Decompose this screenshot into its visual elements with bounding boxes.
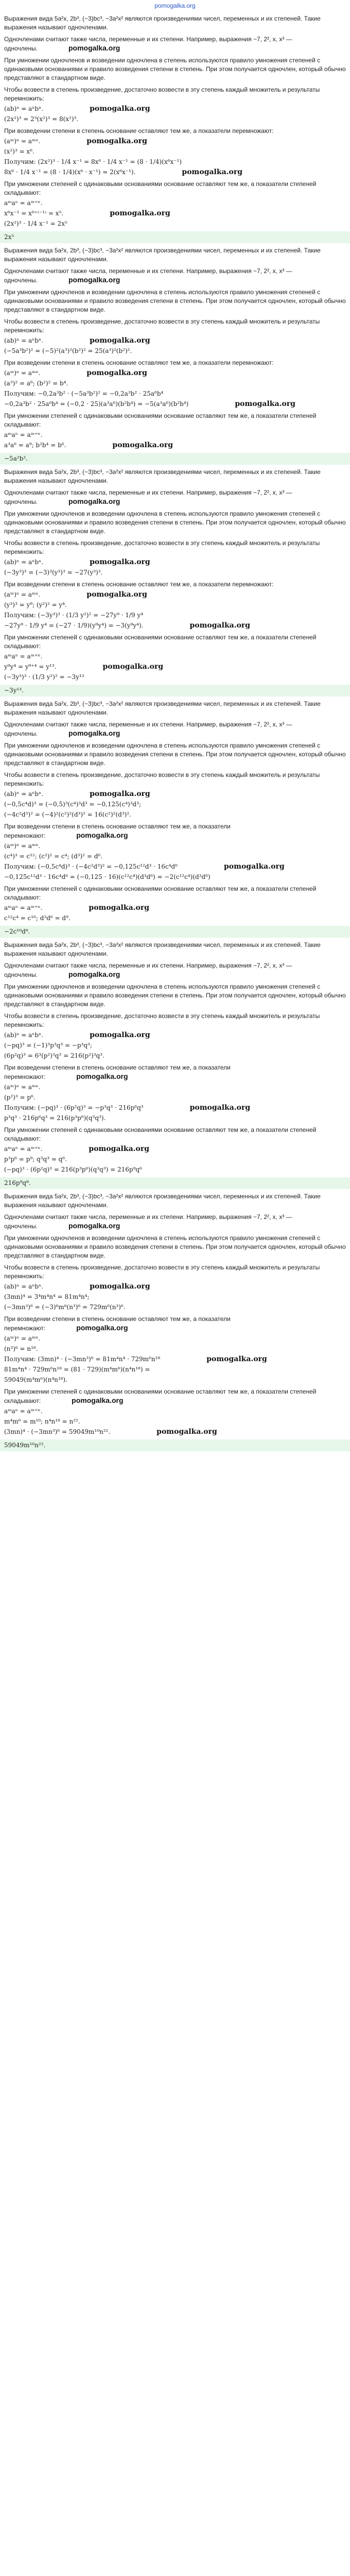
- explanation-paragraph: [4, 1063, 346, 1081]
- line-text: −0,125c¹²d³ · 16c⁴d⁶ = (−0,125 · 16)(c¹²c⁴)(d³d⁶) = −2(c¹²c⁴)(d³d⁶): [4, 873, 211, 880]
- formula-line: [4, 914, 346, 923]
- line-text: aᵐaⁿ = aᵐ⁺ⁿ.: [4, 431, 43, 438]
- watermark: pomogalka.org: [68, 729, 120, 737]
- line-text: c¹²c⁴ = c¹⁶; d³d⁶ = d⁹.: [4, 914, 71, 922]
- formula-line: [4, 558, 346, 567]
- formula-line: [4, 904, 346, 912]
- answer-box: [0, 685, 350, 697]
- explanation-paragraph: [4, 468, 346, 485]
- explanation-paragraph: [4, 510, 346, 536]
- line-text: При возведении степени в степень основание оставляют тем же, а показатели перемножают:: [4, 581, 274, 588]
- explanation-paragraph: [4, 14, 346, 32]
- watermark: pomogalka.org: [76, 1072, 128, 1080]
- formula-line: [4, 1145, 346, 1154]
- formula-line: [4, 389, 346, 398]
- line-text: aᵐaⁿ = aᵐ⁺ⁿ.: [4, 904, 43, 911]
- watermark: pomogalka.org: [90, 790, 150, 798]
- line-text: p³q³ · 216p⁶q³ = 216(p³p⁶)(q³q³).: [4, 1114, 106, 1122]
- line-text: (3mn)⁴ · (−3mn³)⁶ = 59049m¹⁰n²².: [4, 1428, 111, 1435]
- line-text: (aᵐ)ⁿ = aᵐⁿ.: [4, 1335, 41, 1342]
- line-text: (aᵐ)ⁿ = aᵐⁿ.: [4, 369, 41, 377]
- line-text: aᵐaⁿ = aᵐ⁺ⁿ.: [4, 1408, 43, 1415]
- formula-line: [4, 1334, 346, 1343]
- watermark: pomogalka.org: [90, 336, 150, 345]
- line-text: При возведении степени в степень основание оставляют тем же, а показатели перемножают:: [4, 1315, 231, 1332]
- line-text: (ab)ⁿ = aⁿbⁿ.: [4, 790, 44, 798]
- watermark: pomogalka.org: [89, 904, 150, 912]
- formula-line: [4, 652, 346, 661]
- line-text: (−3y³)³ · (1/3 y²)² = −3y¹³: [4, 673, 84, 681]
- formula-line: [4, 105, 346, 113]
- line-text: При возведении степени в степень основание оставляют тем же, а показатели перемножают:: [4, 127, 274, 134]
- line-text: Выражения вида 5a²x, 2b³, (−3)bc³, −3a²x² являются произведениями чисел, переменных и их степеней. Такие выражения называют одночленами.: [4, 1193, 321, 1209]
- explanation-paragraph: [4, 1315, 346, 1333]
- formula-line: [4, 379, 346, 388]
- formula-line: [4, 601, 346, 609]
- line-text: (a³)² = a⁶; (b²)² = b⁴.: [4, 380, 68, 387]
- formula-line: [4, 115, 346, 124]
- formula-line: [4, 1083, 346, 1092]
- line-text: При возведении степени в степень основание оставляют тем же, а показатели перемножают:: [4, 359, 274, 366]
- answer-box: [0, 231, 350, 243]
- line-text: При умножении степеней с одинаковыми основаниями основание оставляют тем же, а показатели степеней складывают:: [4, 1388, 317, 1404]
- solution-section: [4, 1192, 346, 1451]
- solution-section: [4, 941, 346, 1189]
- explanation-paragraph: [4, 288, 346, 314]
- answer-text: −2c¹⁰d⁸.: [4, 928, 30, 935]
- explanation-paragraph: [4, 180, 346, 197]
- site-header: [4, 2, 346, 11]
- explanation-paragraph: [4, 246, 346, 264]
- line-text: (c⁴)³ = c¹²; (c²)² = c⁴; (d³)² = d⁶.: [4, 853, 103, 860]
- line-text: (aᵐ)ⁿ = aᵐⁿ.: [4, 1083, 41, 1091]
- answer-text: 2x⁵: [4, 233, 14, 241]
- line-text: При возведении степени в степень основание оставляют тем же, а показатели перемножают:: [4, 1064, 231, 1080]
- formula-line: [4, 568, 346, 577]
- line-text: При возведении степени в степень основание оставляют тем же, а показатели перемножают:: [4, 823, 231, 839]
- line-text: (−3y³)³ = (−3)³(y³)³ = −27(y³)³.: [4, 569, 103, 576]
- answer-text: −3y¹³.: [4, 687, 24, 694]
- line-text: Чтобы возвести в степень произведение, достаточно возвести в эту степень каждый множитель и результаты перемножить:: [4, 1264, 320, 1280]
- line-text: Выражения вида 5a²x, 2b³, (−3)bc³, −3a²x² являются произведениями чисел, переменных и их степеней. Такие выражения называют одночленами.: [4, 941, 321, 957]
- watermark: pomogalka.org: [86, 137, 147, 145]
- line-text: При умножении одночленов и возведении одночлена в степень используются правило умножения степеней с одинаковыми основаниями и правило возведения степени в степень. При этом получается одночлен, который обычно представляют в стандартном виде.: [4, 289, 346, 313]
- line-text: (2x²)³ = 2³(x²)³ = 8(x²)³.: [4, 115, 79, 123]
- explanation-paragraph: [4, 633, 346, 651]
- line-text: (6p²q)³ = 6³(p²)³q³ = 216(p²)³q³.: [4, 1052, 104, 1059]
- answer-box: [0, 1439, 350, 1451]
- line-text: x⁶x⁻¹ = x⁶⁺⁽⁻¹⁾ = x⁵.: [4, 210, 64, 217]
- line-text: aᵐaⁿ = aᵐ⁺ⁿ.: [4, 653, 43, 660]
- formula-line: [4, 1114, 346, 1123]
- explanation-paragraph: [4, 359, 346, 367]
- explanation-paragraph: [4, 1263, 346, 1281]
- line-text: (p²)³ = p⁶.: [4, 1094, 36, 1101]
- formula-line: [4, 673, 346, 682]
- watermark: pomogalka.org: [68, 497, 120, 505]
- line-text: При умножении одночленов и возведении одночлена в степень используются правило умножения степеней с одинаковыми основаниями и правило возведения степени в степень. При этом получается одночлен, который обычно представляют в стандартном виде.: [4, 1234, 346, 1259]
- line-text: (−4c²d³)² = (−4)²(c²)²(d³)² = 16(c²)²(d³)².: [4, 811, 131, 818]
- watermark: pomogalka.org: [90, 1282, 150, 1291]
- line-text: (n³)⁶ = n¹⁸.: [4, 1345, 38, 1352]
- explanation-paragraph: [4, 580, 346, 589]
- formula-line: [4, 147, 346, 156]
- line-text: При умножении одночленов и возведении одночлена в степень используются правило умножения степеней с одинаковыми основаниями и правило возведения степени в степень. При этом получается одночлен, который обычно представляют в стандартном виде.: [4, 742, 346, 767]
- watermark: pomogalka.org: [102, 663, 164, 671]
- formula-line: [4, 611, 346, 620]
- formula-line: [4, 1155, 346, 1164]
- solution-section: [4, 246, 346, 465]
- explanation-paragraph: [4, 1387, 346, 1405]
- line-text: При умножении степеней с одинаковыми основаниями основание оставляют тем же, а показатели степеней складывают:: [4, 1126, 317, 1142]
- explanation-paragraph: [4, 1213, 346, 1231]
- line-text: 81m⁴n⁴ · 729m⁶n¹⁸ = (81 · 729)(m⁴m⁶)(n⁴n¹⁸) =: [4, 1366, 150, 1373]
- watermark: pomogalka.org: [189, 621, 251, 630]
- explanation-paragraph: [4, 539, 346, 556]
- line-text: Чтобы возвести в степень произведение, достаточно возвести в эту степень каждый множитель и результаты перемножить:: [4, 86, 320, 102]
- line-text: Выражения вида 5a²x, 2b³, (−3)bc³, −3a²x² являются произведениями чисел, переменных и их степеней. Такие выражения называют одночленами.: [4, 15, 321, 31]
- solution-section: [4, 14, 346, 243]
- formula-line: [4, 1165, 346, 1174]
- line-text: При умножении одночленов и возведении одночлена в степень используются правило умножения степеней с одинаковыми основаниями и правило возведения степени в степень. При этом получается одночлен, который обычно представляют в стандартном виде.: [4, 510, 346, 535]
- watermark: pomogalka.org: [89, 1145, 150, 1153]
- line-text: (ab)ⁿ = aⁿbⁿ.: [4, 337, 44, 344]
- watermark: pomogalka.org: [68, 276, 120, 284]
- formula-line: [4, 1376, 346, 1384]
- formula-line: [4, 1041, 346, 1050]
- explanation-paragraph: [4, 267, 346, 285]
- watermark: pomogalka.org: [76, 1324, 128, 1332]
- line-text: Получим: (3mn)⁴ · (−3mn³)⁶ = 81m⁴n⁴ · 729m⁶n¹⁸: [4, 1355, 161, 1363]
- line-text: Чтобы возвести в степень произведение, достаточно возвести в эту степень каждый множитель и результаты перемножить:: [4, 1012, 320, 1028]
- formula-line: [4, 842, 346, 851]
- line-text: −0,2a³b² · 25a⁶b⁴ = (−0,2 · 25)(a³a⁶)(b²b⁴) = −5(a³a⁶)(b²b⁴): [4, 400, 189, 408]
- solutions-content: [4, 14, 346, 1451]
- line-text: aᵐaⁿ = aᵐ⁺ⁿ.: [4, 199, 43, 207]
- formula-line: [4, 441, 346, 450]
- site-header-link[interactable]: pomogalka.org: [154, 2, 196, 9]
- explanation-paragraph: [4, 700, 346, 717]
- watermark: pomogalka.org: [90, 558, 150, 566]
- line-text: При умножении одночленов и возведении одночлена в степень используются правило умножения степеней с одинаковыми основаниями и правило возведения степени в степень. При этом получается одночлен, который обычно представляют в стандартном виде.: [4, 983, 346, 1008]
- formula-line: [4, 873, 346, 882]
- line-text: При умножении одночленов и возведении одночлена в степень используются правило умножения степеней с одинаковыми основаниями и правило возведения степени в степень. При этом получается одночлен, который обычно представляют в стандартном виде.: [4, 57, 346, 81]
- line-text: Выражения вида 5a²x, 2b³, (−3)bc³, −3a²x² являются произведениями чисел, переменных и их степеней. Такие выражения называют одночленами.: [4, 247, 321, 263]
- formula-line: [4, 800, 346, 809]
- explanation-paragraph: [4, 56, 346, 82]
- formula-line: [4, 431, 346, 439]
- line-text: (3mn)⁴ = 3⁴m⁴n⁴ = 81m⁴n⁴;: [4, 1293, 90, 1300]
- watermark: pomogalka.org: [68, 44, 120, 52]
- formula-line: [4, 168, 346, 177]
- formula-line: [4, 336, 346, 345]
- watermark: pomogalka.org: [206, 1355, 267, 1363]
- formula-line: [4, 621, 346, 630]
- line-text: Одночленами считают также числа, переменные и их степени. Например, выражения −7, 2², x, x³ — одночлены.: [4, 1213, 292, 1230]
- explanation-paragraph: [4, 982, 346, 1009]
- line-text: Одночленами считают также числа, переменные и их степени. Например, выражения −7, 2², x, x³ — одночлены.: [4, 721, 292, 737]
- solution-section: [4, 700, 346, 938]
- explanation-paragraph: [4, 1012, 346, 1029]
- line-text: Выражения вида 5a²x, 2b³, (−3)bc³, −3a²x² являются произведениями чисел, переменных и их степеней. Такие выражения называют одночленами.: [4, 700, 321, 716]
- line-text: Получим: (−0,5c⁴d)³ · (−4c²d³)² = −0,125c¹²d³ · 16c⁴d⁶: [4, 863, 178, 870]
- formula-line: [4, 209, 346, 218]
- line-text: (ab)ⁿ = aⁿbⁿ.: [4, 105, 44, 112]
- explanation-paragraph: [4, 941, 346, 958]
- watermark: pomogalka.org: [72, 1396, 124, 1404]
- line-text: (−0,5c⁴d)³ = (−0,5)³(c⁴)³d³ = −0,125(c⁴)³d³;: [4, 801, 142, 808]
- line-text: Чтобы возвести в степень произведение, достаточно возвести в эту степень каждый множитель и результаты перемножить:: [4, 318, 320, 334]
- line-text: Одночленами считают также числа, переменные и их степени. Например, выражения −7, 2², x, x³ — одночлены.: [4, 489, 292, 505]
- formula-line: [4, 1355, 346, 1364]
- line-text: Получим: (−3y³)³ · (1/3 y²)² = −27y⁹ · 1/9 y⁴: [4, 612, 144, 619]
- line-text: (ab)ⁿ = aⁿbⁿ.: [4, 558, 44, 566]
- explanation-paragraph: [4, 127, 346, 135]
- line-text: (y³)³ = y⁹; (y²)² = y⁴.: [4, 601, 67, 608]
- watermark: pomogalka.org: [224, 862, 285, 871]
- line-text: Одночленами считают также числа, переменные и их степени. Например, выражения −7, 2², x, x³ — одночлены.: [4, 36, 292, 52]
- watermark: pomogalka.org: [189, 1104, 251, 1112]
- formula-line: [4, 590, 346, 599]
- line-text: Получим: (2x²)³ · 1/4 x⁻¹ = 8x⁶ · 1/4 x⁻¹ = (8 · 1/4)(x⁶x⁻¹): [4, 158, 182, 165]
- line-text: m⁴m⁶ = m¹⁰; n⁴n¹⁸ = n²².: [4, 1418, 80, 1425]
- formula-line: [4, 862, 346, 871]
- watermark: pomogalka.org: [86, 590, 147, 599]
- answer-text: 216p⁹q⁸.: [4, 1179, 31, 1187]
- line-text: y⁹y⁴ = y⁹⁺⁴ = y¹³.: [4, 663, 57, 670]
- line-text: (−3mn³)⁶ = (−3)⁶m⁶(n³)⁶ = 729m⁶(n³)⁶.: [4, 1303, 126, 1311]
- line-text: Чтобы возвести в степень произведение, достаточно возвести в эту степень каждый множитель и результаты перемножить:: [4, 539, 320, 555]
- line-text: При умножении степеней с одинаковыми основаниями основание оставляют тем же, а показатели степеней складывают:: [4, 885, 317, 901]
- explanation-paragraph: [4, 771, 346, 788]
- line-text: (2x²)³ · 1/4 x⁻¹ = 2x⁵: [4, 220, 67, 227]
- explanation-paragraph: [4, 1234, 346, 1260]
- formula-line: [4, 158, 346, 166]
- line-text: p³p⁶ = p⁹; q³q³ = q⁶.: [4, 1156, 67, 1163]
- line-text: (−pq)³ · (6p²q)³ = 216(p³p⁶)(q³q³) = 216p⁹q⁶: [4, 1166, 142, 1173]
- formula-line: [4, 852, 346, 861]
- explanation-paragraph: [4, 720, 346, 738]
- formula-line: [4, 1303, 346, 1312]
- explanation-paragraph: [4, 488, 346, 506]
- line-text: При умножении степеней с одинаковыми основаниями основание оставляют тем же, а показатели степеней складывают:: [4, 412, 317, 428]
- formula-line: [4, 1417, 346, 1426]
- line-text: (x²)³ = x⁶.: [4, 148, 34, 155]
- solution-section: [4, 468, 346, 697]
- answer-text: 59049m¹⁶n²².: [4, 1442, 46, 1449]
- watermark: pomogalka.org: [235, 400, 295, 408]
- line-text: (−pq)³ = (−1)³p³q³ = −p³q³;: [4, 1042, 92, 1049]
- line-text: Чтобы возвести в степень произведение, достаточно возвести в эту степень каждый множитель и результаты перемножить:: [4, 771, 320, 787]
- line-text: (ab)ⁿ = aⁿbⁿ.: [4, 1283, 44, 1290]
- answer-box: [0, 926, 350, 938]
- watermark: pomogalka.org: [68, 970, 120, 978]
- line-text: 8x⁶ · 1/4 x⁻¹ = (8 · 1/4)(x⁶ · x⁻¹) = 2(x⁶x⁻¹).: [4, 168, 136, 176]
- explanation-paragraph: [4, 885, 346, 902]
- formula-line: [4, 1345, 346, 1353]
- formula-line: [4, 810, 346, 819]
- watermark: pomogalka.org: [86, 369, 147, 377]
- formula-line: [4, 790, 346, 799]
- explanation-paragraph: [4, 86, 346, 103]
- answer-box: [0, 1177, 350, 1189]
- formula-line: [4, 663, 346, 671]
- explanation-paragraph: [4, 317, 346, 335]
- watermark: pomogalka.org: [90, 1031, 150, 1039]
- line-text: При умножении степеней с одинаковыми основаниями основание оставляют тем же, а показатели степеней складывают:: [4, 634, 317, 650]
- line-text: −27y⁹ · 1/9 y⁴ = (−27 · 1/9)(y⁹y⁴) = −3(y⁹y⁴).: [4, 622, 144, 629]
- watermark: pomogalka.org: [76, 831, 128, 839]
- line-text: Получим: (−pq)³ · (6p²q)³ = −p³q³ · 216p⁶q³: [4, 1104, 144, 1111]
- formula-line: [4, 1052, 346, 1060]
- explanation-paragraph: [4, 961, 346, 979]
- line-text: (−5a³b²)² = (−5)²(a³)²(b²)² = 25(a³)²(b²)².: [4, 347, 132, 354]
- formula-line: [4, 1031, 346, 1040]
- watermark: pomogalka.org: [112, 441, 173, 449]
- line-text: Одночленами считают также числа, переменные и их степени. Например, выражения −7, 2², x, x³ — одночлены.: [4, 962, 292, 978]
- explanation-paragraph: [4, 741, 346, 768]
- watermark: pomogalka.org: [156, 1428, 217, 1436]
- formula-line: [4, 199, 346, 208]
- line-text: Выражения вида 5a²x, 2b³, (−3)bc³, −3a²x² являются произведениями чисел, переменных и их степеней. Такие выражения называют одночленами.: [4, 468, 321, 484]
- line-text: При умножении степеней с одинаковыми основаниями основание оставляют тем же, а показатели степеней складывают:: [4, 180, 317, 196]
- explanation-paragraph: [4, 1192, 346, 1210]
- formula-line: [4, 137, 346, 146]
- answer-text: −5a²b².: [4, 455, 28, 462]
- line-text: Получим: −0,2a³b² · (−5a³b²)² = −0,2a³b² · 25a⁶b⁴: [4, 390, 164, 397]
- formula-line: [4, 1093, 346, 1102]
- watermark: pomogalka.org: [182, 168, 243, 176]
- formula-line: [4, 1293, 346, 1301]
- formula-line: [4, 1407, 346, 1416]
- explanation-paragraph: [4, 35, 346, 53]
- formula-line: [4, 1365, 346, 1374]
- formula-line: [4, 347, 346, 355]
- watermark: pomogalka.org: [68, 1222, 120, 1230]
- answer-box: [0, 453, 350, 465]
- line-text: Одночленами считают также числа, переменные и их степени. Например, выражения −7, 2², x, x³ — одночлены.: [4, 267, 292, 284]
- watermark: pomogalka.org: [90, 105, 150, 113]
- formula-line: [4, 1282, 346, 1291]
- formula-line: [4, 400, 346, 409]
- line-text: 59049(m⁴m⁶)(n⁴n¹⁸).: [4, 1376, 67, 1383]
- explanation-paragraph: [4, 822, 346, 840]
- formula-line: [4, 1104, 346, 1112]
- line-text: (ab)ⁿ = aⁿbⁿ.: [4, 1031, 44, 1039]
- formula-line: [4, 219, 346, 228]
- formula-line: [4, 1428, 346, 1436]
- line-text: (aᵐ)ⁿ = aᵐⁿ.: [4, 842, 41, 850]
- formula-line: [4, 369, 346, 378]
- line-text: (aᵐ)ⁿ = aᵐⁿ.: [4, 591, 41, 598]
- line-text: (aᵐ)ⁿ = aᵐⁿ.: [4, 138, 41, 145]
- explanation-paragraph: [4, 1126, 346, 1143]
- line-text: aᵐaⁿ = aᵐ⁺ⁿ.: [4, 1145, 43, 1153]
- explanation-paragraph: [4, 412, 346, 429]
- watermark: pomogalka.org: [110, 209, 170, 217]
- line-text: a³a⁶ = a⁹; b²b⁴ = b⁶.: [4, 442, 66, 449]
